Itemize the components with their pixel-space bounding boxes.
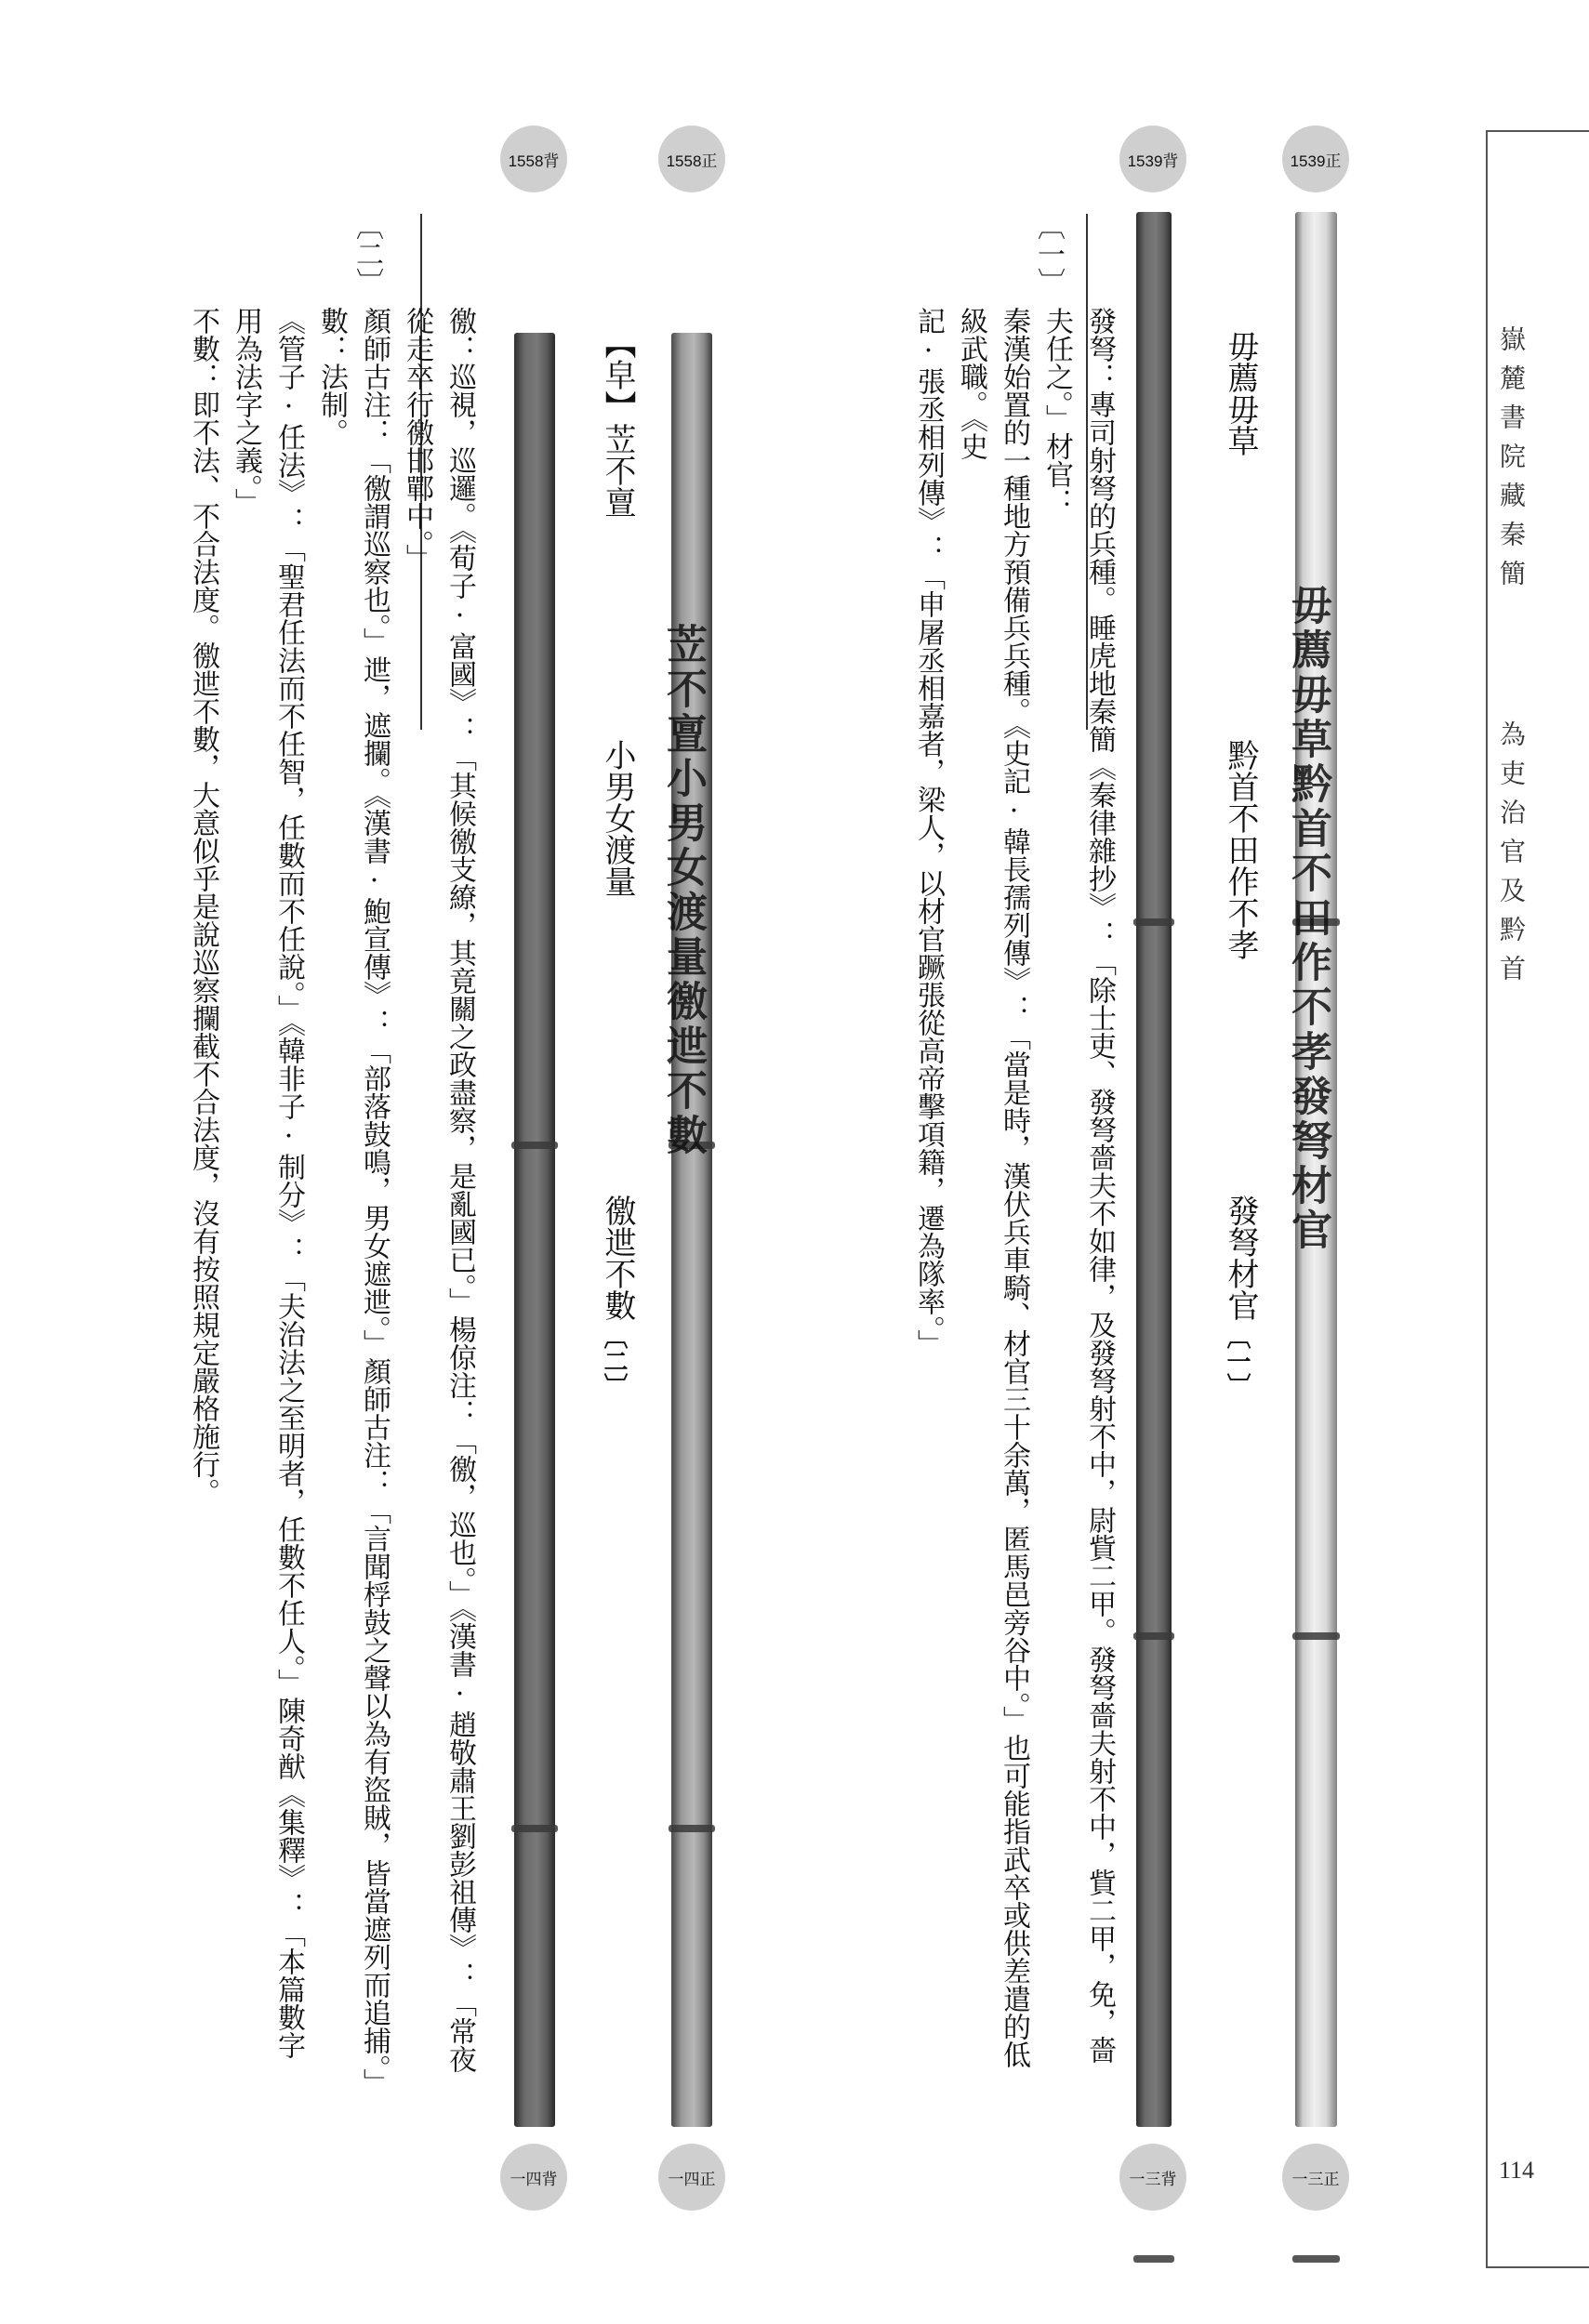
transcription-segment: 毋薦毋草 — [1222, 330, 1259, 456]
note-body — [907, 307, 1120, 2082]
slip-number-badge: 一四背 — [500, 2144, 567, 2211]
note-label: 〔一〕 — [1032, 212, 1065, 296]
slip-number-badge: 一三正 — [1282, 2144, 1349, 2211]
slip-id-badge: 1539背 — [1119, 125, 1186, 192]
note-label: 〔二〕 — [351, 212, 383, 296]
series-title: 嶽麓書院藏秦簡 — [1496, 325, 1527, 599]
transcription-tag: 【皁】 — [599, 327, 636, 422]
margin-rule — [1486, 130, 1488, 2268]
slip-id-badge: 1539正 — [1282, 125, 1349, 192]
binding-mark — [511, 1825, 558, 1832]
note-marker: 〔二〕 — [600, 1325, 628, 1397]
chapter-title: 為吏治官及黔首 — [1496, 720, 1527, 994]
slip-id-badge: 1558背 — [500, 125, 567, 192]
note-line: 記·張丞相列傳》：「申屠丞相嘉者，梁人，以材官蹶張從高帝擊項籍，遷為隊率。」 — [912, 307, 945, 1357]
slip-id-badge: 1558正 — [658, 125, 725, 192]
binding-mark — [1133, 2255, 1174, 2263]
binding-mark — [511, 1142, 558, 1149]
binding-mark — [1133, 918, 1174, 926]
note-line: 發弩：專司射弩的兵種。睡虎地秦簡《秦律雜抄》：「除士吏、發弩嗇夫不如律，及發弩射不中，尉貲二甲。發弩嗇夫射不中，貲二甲，免，嗇夫任之。」材官： — [1040, 307, 1116, 2064]
binding-mark — [669, 1825, 715, 1832]
bamboo-slip-image — [659, 333, 712, 2127]
binding-mark — [1292, 1632, 1340, 1640]
bamboo-slip-image — [514, 333, 555, 2127]
note-line: 顏師古注：「徼謂巡察也。」迣，遮攔。《漢書·鮑宣傳》：「部落鼓鳴，男女遮迣。」顏師古注：「言聞桴鼓之聲以為有盜賊，皆當遮列而追捕。」數：法制。 — [315, 307, 391, 2082]
binding-mark — [1133, 1632, 1174, 1640]
binding-mark — [1292, 2255, 1340, 2263]
slip-ink-text: 毋薦毋草黔首不田作不孝發弩材官 — [1284, 584, 1331, 1253]
margin-rule-bottom — [1486, 2266, 1589, 2268]
page-number: 114 — [1499, 2157, 1535, 2184]
note-line: 不數：即不法、不合法度。徼迣不數，大意似乎是說巡察攔截不合法度，沒有按照規定嚴格施行。 — [187, 307, 219, 1506]
transcription-segment: 苙不亶 — [599, 423, 636, 518]
transcription-segment: 小男女渡量 — [599, 739, 636, 897]
note-line: 《管子·任法》：「聖君任法而不任智，任數而不任說。」《韓非子·制分》：「夫治法之至明者，任數不任人。」陳奇猷《集釋》：「本篇數字用為法字之義。」 — [230, 307, 305, 2059]
slip-ink-text: 苙不亶小男女渡量徼迣不數 — [659, 623, 707, 1158]
note-line: 徼：巡視，巡邏。《荀子·富國》：「其候徼支繚，其竟關之政盡察，是亂國已。」楊倞注：「徼，巡也。」《漢書·趙敬肅王劉彭祖傳》：「常夜從走卒行徼邯鄲中。」 — [401, 307, 476, 2073]
margin-rule-top — [1486, 130, 1589, 132]
note-marker: 〔一〕 — [1223, 1325, 1251, 1397]
note-body — [181, 307, 481, 2082]
slip-number-badge: 一四正 — [658, 2144, 725, 2211]
note-line: 秦漢始置的一種地方預備兵兵種。《史記·韓長孺列傳》：「當是時，漢伏兵車騎、材官三十余萬，匿馬邑旁谷中。」也可能指武卒或供差遣的低級武職。《史 — [955, 307, 1030, 2068]
bamboo-slip-image — [1136, 212, 1172, 2127]
transcription-segment: 發弩材官 — [1222, 1195, 1259, 1321]
transcription-segment: 黔首不田作不孝 — [1222, 739, 1259, 960]
slip-number-badge: 一三背 — [1119, 2144, 1186, 2211]
transcription-segment: 徼迣不數 — [599, 1195, 636, 1321]
bamboo-slip-image — [1284, 212, 1337, 2127]
